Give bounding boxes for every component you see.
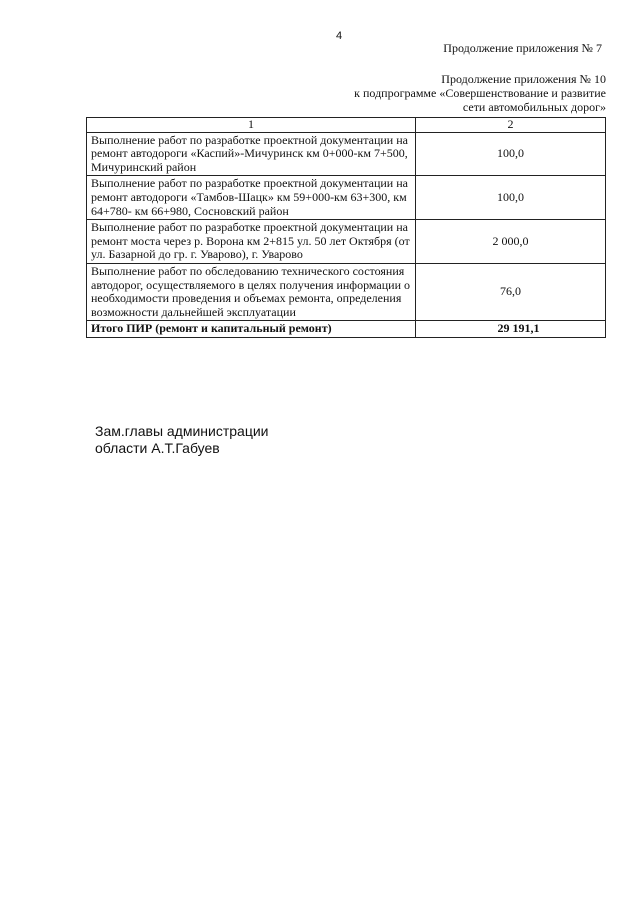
total-row — [87, 321, 606, 338]
work-description: Выполнение работ по разработке проектной документации на ремонт автодороги «Каспий»-Мичуринск км 0+000-км 7+500, Мичуринский район — [87, 132, 416, 176]
signature-name: области А.Т.Габуев — [95, 440, 220, 456]
work-value: 100,0 — [416, 132, 606, 176]
work-description: Выполнение работ по разработке проектной документации на ремонт моста через р. Ворона км 2+815 ул. 50 лет Октября (от ул. Базарной до гр. г. Уварово), г. Уварово — [87, 220, 416, 264]
appendix-header-line-1: Продолжение приложения № 10 — [441, 72, 606, 86]
table-row — [87, 176, 606, 220]
table-row — [87, 220, 606, 264]
column-header-2: 2 — [416, 118, 606, 133]
work-description: Выполнение работ по разработке проектной документации на ремонт автодороги «Тамбов-Шацк» км 59+000-км 63+300, км 64+780- км 66+980, Сосновский район — [87, 176, 416, 220]
appendix-7-continuation: Продолжение приложения № 7 — [443, 41, 602, 55]
signature-position: Зам.главы администрации — [95, 423, 269, 439]
column-header-1: 1 — [87, 118, 416, 133]
appendix-header-line-3: сети автомобильных дорог» — [462, 100, 606, 114]
signature-block — [95, 423, 269, 457]
table-header-row — [87, 118, 606, 133]
total-label: Итого ПИР (ремонт и капитальный ремонт) — [87, 321, 416, 338]
work-value: 2 000,0 — [416, 220, 606, 264]
total-value: 29 191,1 — [416, 321, 606, 338]
table-row — [87, 132, 606, 176]
works-table — [86, 117, 606, 338]
page-number: 4 — [336, 30, 343, 42]
table-row — [87, 263, 606, 320]
work-description: Выполнение работ по обследованию технического состояния автодорог, осуществляемого в целях получения информации о необходимости проведения и объемах ремонта, определения возможности дальнейшей эксплуатации — [87, 263, 416, 320]
appendix-header-line-2: к подпрограмме «Совершенствование и развитие — [354, 86, 606, 100]
work-value: 100,0 — [416, 176, 606, 220]
work-value: 76,0 — [416, 263, 606, 320]
appendix-10-header — [286, 72, 606, 114]
